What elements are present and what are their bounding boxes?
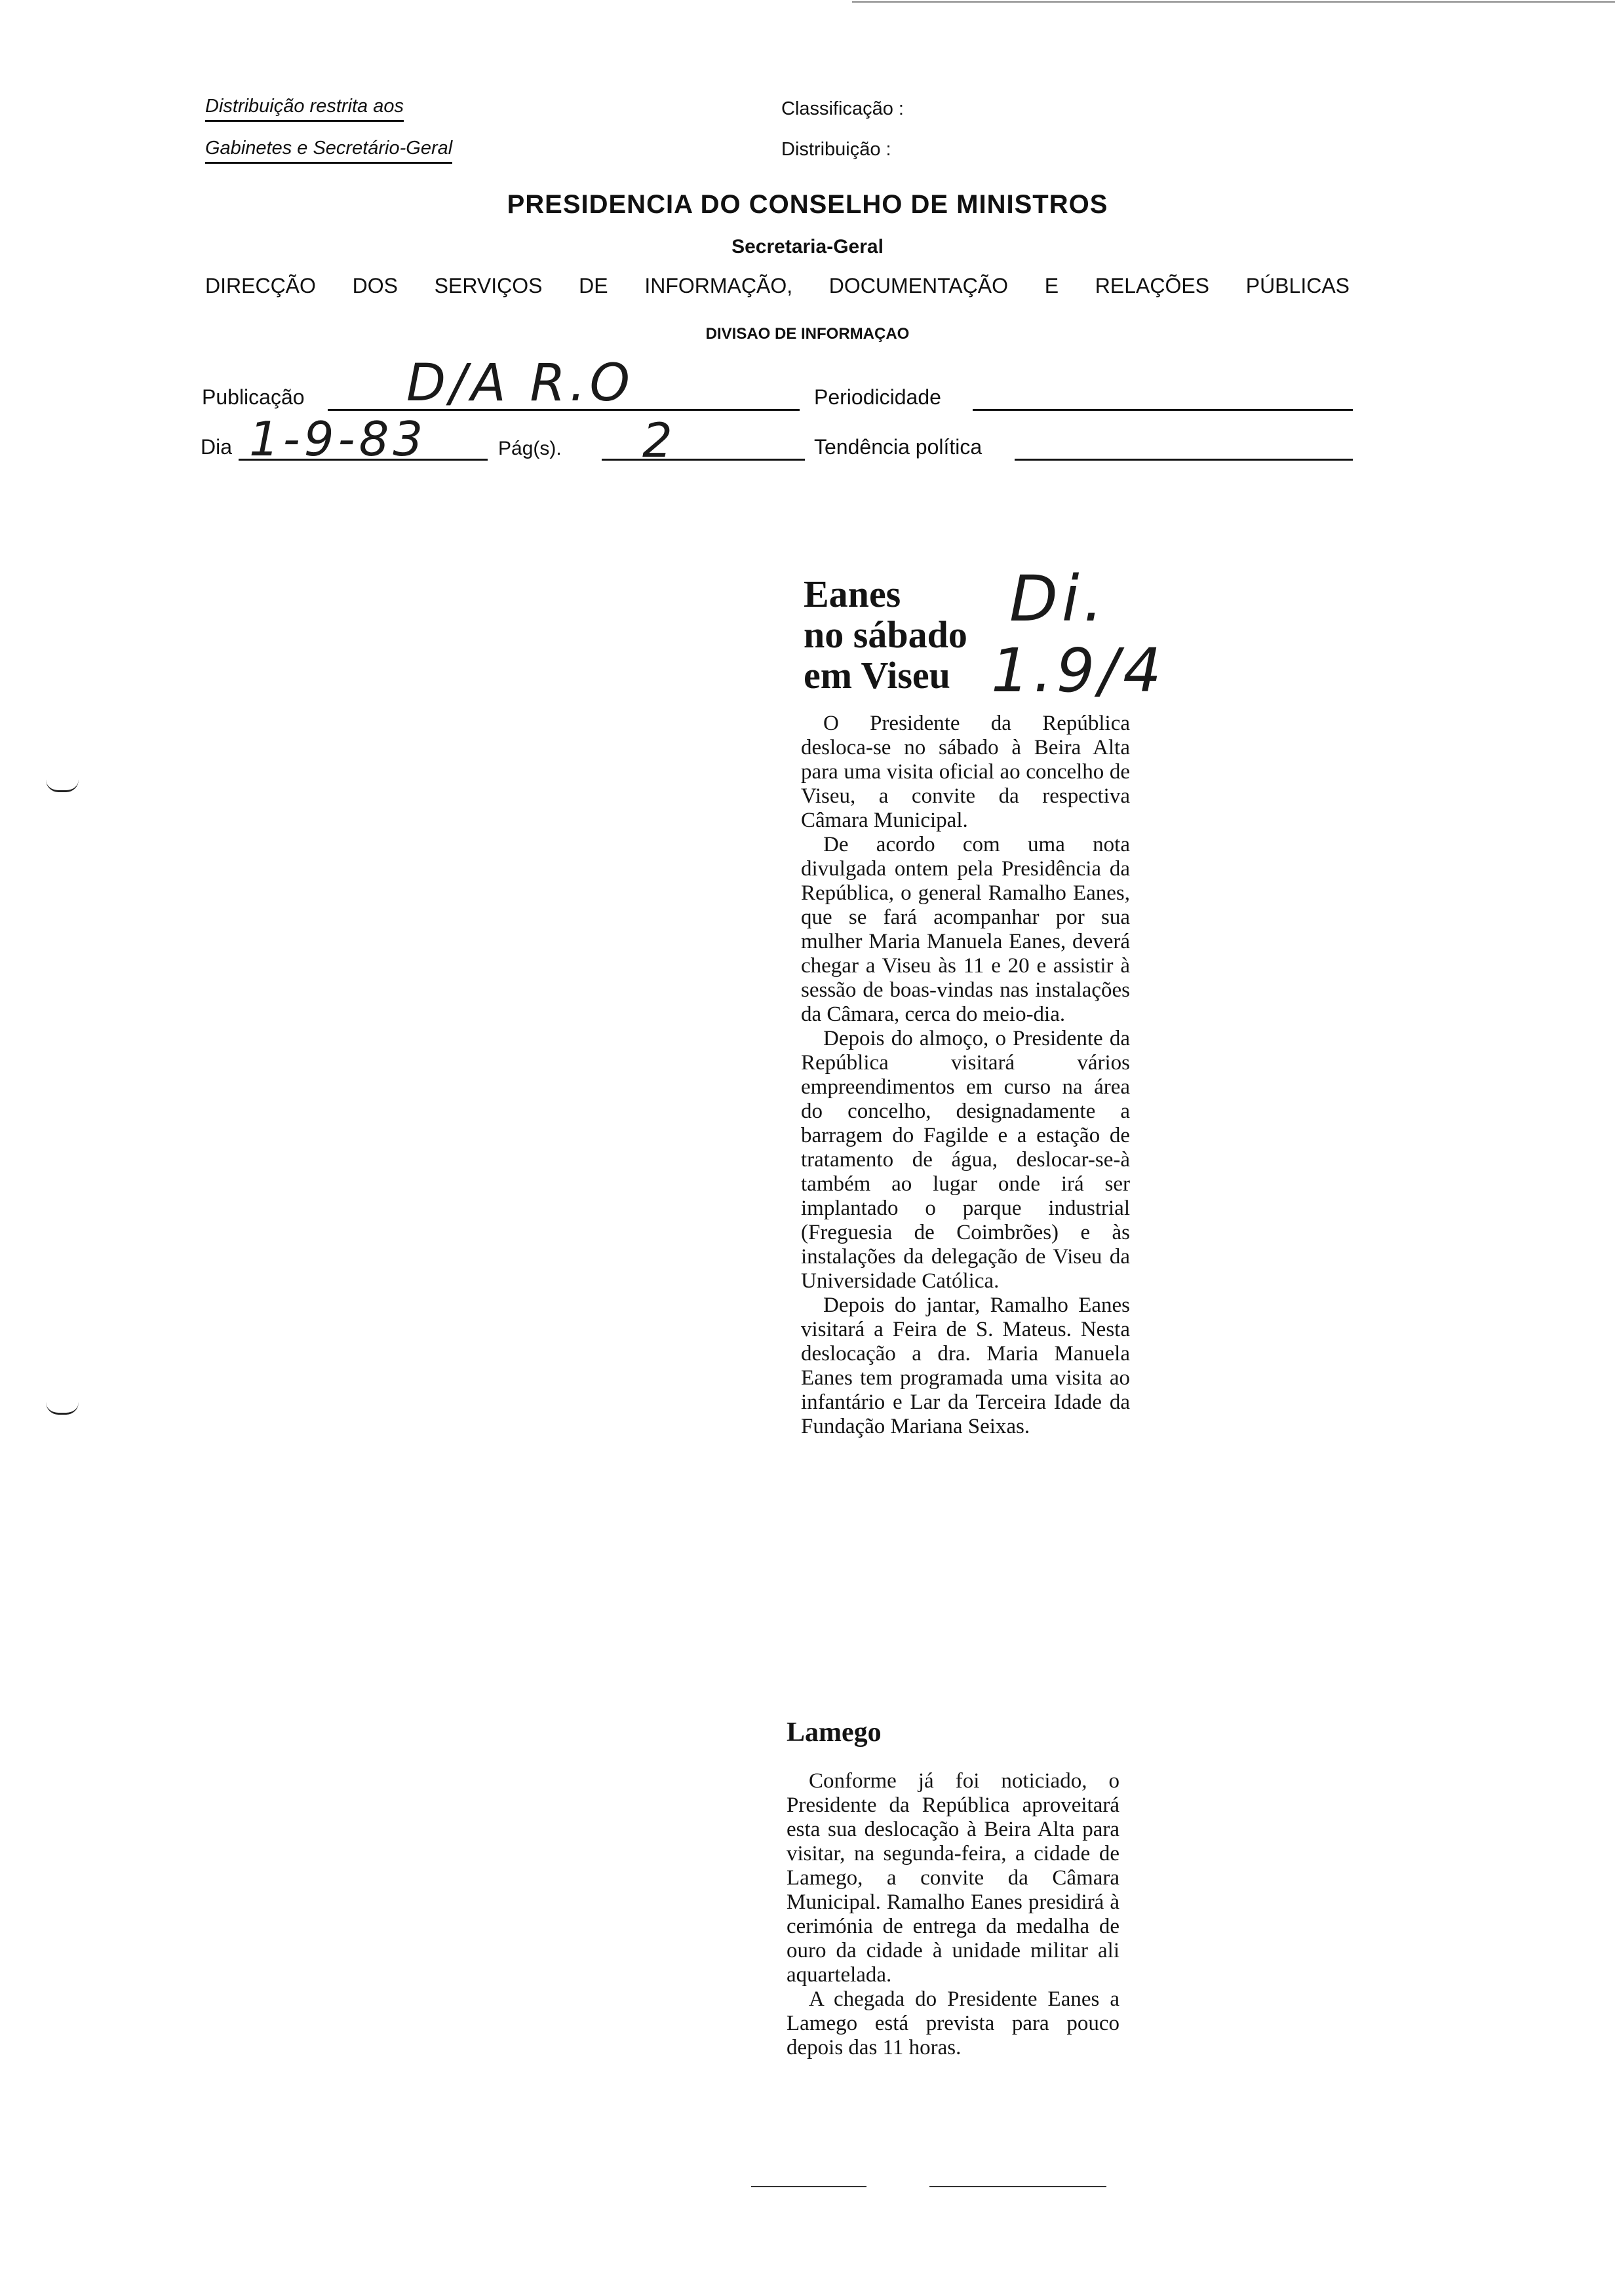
headline-line: em Viseu: [804, 654, 950, 697]
publicacao-handwritten: D/A R.O: [406, 354, 634, 413]
clipping-note-line2: 1.9/4: [991, 636, 1165, 706]
scan-edge: [852, 1, 1615, 3]
headline-line: no sábado: [804, 613, 967, 656]
dia-handwritten: 1-9-83: [249, 411, 427, 467]
article-headline: [804, 574, 1144, 696]
direccao-word: DE: [579, 274, 608, 297]
bottom-rule: [929, 2186, 1106, 2187]
distribution-cabinets: Gabinetes e Secretário-Geral: [205, 138, 452, 164]
article-paragraph: Conforme já foi noticiado, o Presidente da República aproveitará esta sua deslocação à Beira Alta para visitar, na segunda-feira, a cidade de Lamego, a convite da Câmara Municipal. Ramalho Eanes presidirá à cerimónia de entrega da medalha de ouro da cidade à unidade militar ali aquartelada.: [787, 1769, 1119, 1987]
publicacao-label: Publicação: [202, 385, 305, 409]
org-subtitle: Secretaria-Geral: [731, 236, 884, 258]
pags-line: [602, 459, 805, 461]
article-paragraph: De acordo com uma nota divulgada ontem pela Presidência da República, o general Ramalho Eanes, que se fará acompanhar por sua mulher Maria Manuela Eanes, deverá chegar a Viseu às 11 e 20 e assistir à sessão de boas-vindas nas instalações da Câmara, cerca do meio-dia.: [801, 833, 1130, 1026]
direccao-word: E: [1044, 274, 1059, 297]
clipping-note-line1: Di.: [1009, 562, 1108, 636]
direccao-line: [205, 274, 1350, 298]
article-subhead: Lamego: [787, 1717, 882, 1748]
divisao-label: DIVISAO DE INFORMAÇAO: [705, 325, 910, 343]
article-paragraph: Depois do jantar, Ramalho Eanes visitará a Feira de S. Mateus. Nesta deslocação a dra. Maria Manuela Eanes tem programada uma visita ao infantário e Lar da Terceira Idade da Fundação Mariana Seixas.: [801, 1293, 1130, 1438]
dia-label: Dia: [201, 435, 233, 459]
direccao-word: PÚBLICAS: [1245, 274, 1350, 297]
direccao-word: RELAÇÕES: [1095, 274, 1210, 297]
article-body-lamego: [787, 1769, 1119, 2060]
tendencia-label: Tendência política: [814, 435, 983, 459]
pags-handwritten: 2: [642, 413, 676, 468]
org-title: PRESIDENCIA DO CONSELHO DE MINISTROS: [507, 190, 1108, 219]
pags-label: Pág(s).: [498, 438, 562, 459]
article-paragraph: O Presidente da República desloca-se no sábado à Beira Alta para uma visita oficial ao concelho de Viseu, a convite da respectiva Câmara Municipal.: [801, 712, 1130, 832]
distribution-restricted: Distribuição restrita aos: [205, 96, 404, 122]
classificacao-label: Classificação :: [781, 98, 904, 119]
direccao-word: DOS: [352, 274, 398, 297]
article-paragraph: Depois do almoço, o Presidente da República visitará vários empreendimentos em curso na área do concelho, designadamente a barragem do Fagilde e a estação de tratamento de água, deslocar-se-à também ao lugar onde irá ser implantado o parque industrial (Freguesia de Coimbrões) e às instalações da delegação de Viseu da Universidade Católica.: [801, 1027, 1130, 1293]
tendencia-line: [1015, 459, 1353, 461]
article-body: [801, 712, 1130, 1439]
article-paragraph: A chegada do Presidente Eanes a Lamego está prevista para pouco depois das 11 horas.: [787, 1987, 1119, 2059]
direccao-word: SERVIÇOS: [434, 274, 543, 297]
punch-mark: [46, 780, 79, 792]
periodicidade-label: Periodicidade: [814, 385, 941, 409]
periodicidade-line: [973, 409, 1353, 411]
headline-line: Eanes: [804, 573, 901, 615]
direccao-word: DIRECÇÃO: [205, 274, 316, 297]
direccao-word: INFORMAÇÃO,: [644, 274, 793, 297]
direccao-word: DOCUMENTAÇÃO: [828, 274, 1008, 297]
bottom-rule: [751, 2186, 866, 2187]
distribuicao-label: Distribuição :: [781, 139, 891, 160]
punch-mark: [46, 1402, 79, 1415]
